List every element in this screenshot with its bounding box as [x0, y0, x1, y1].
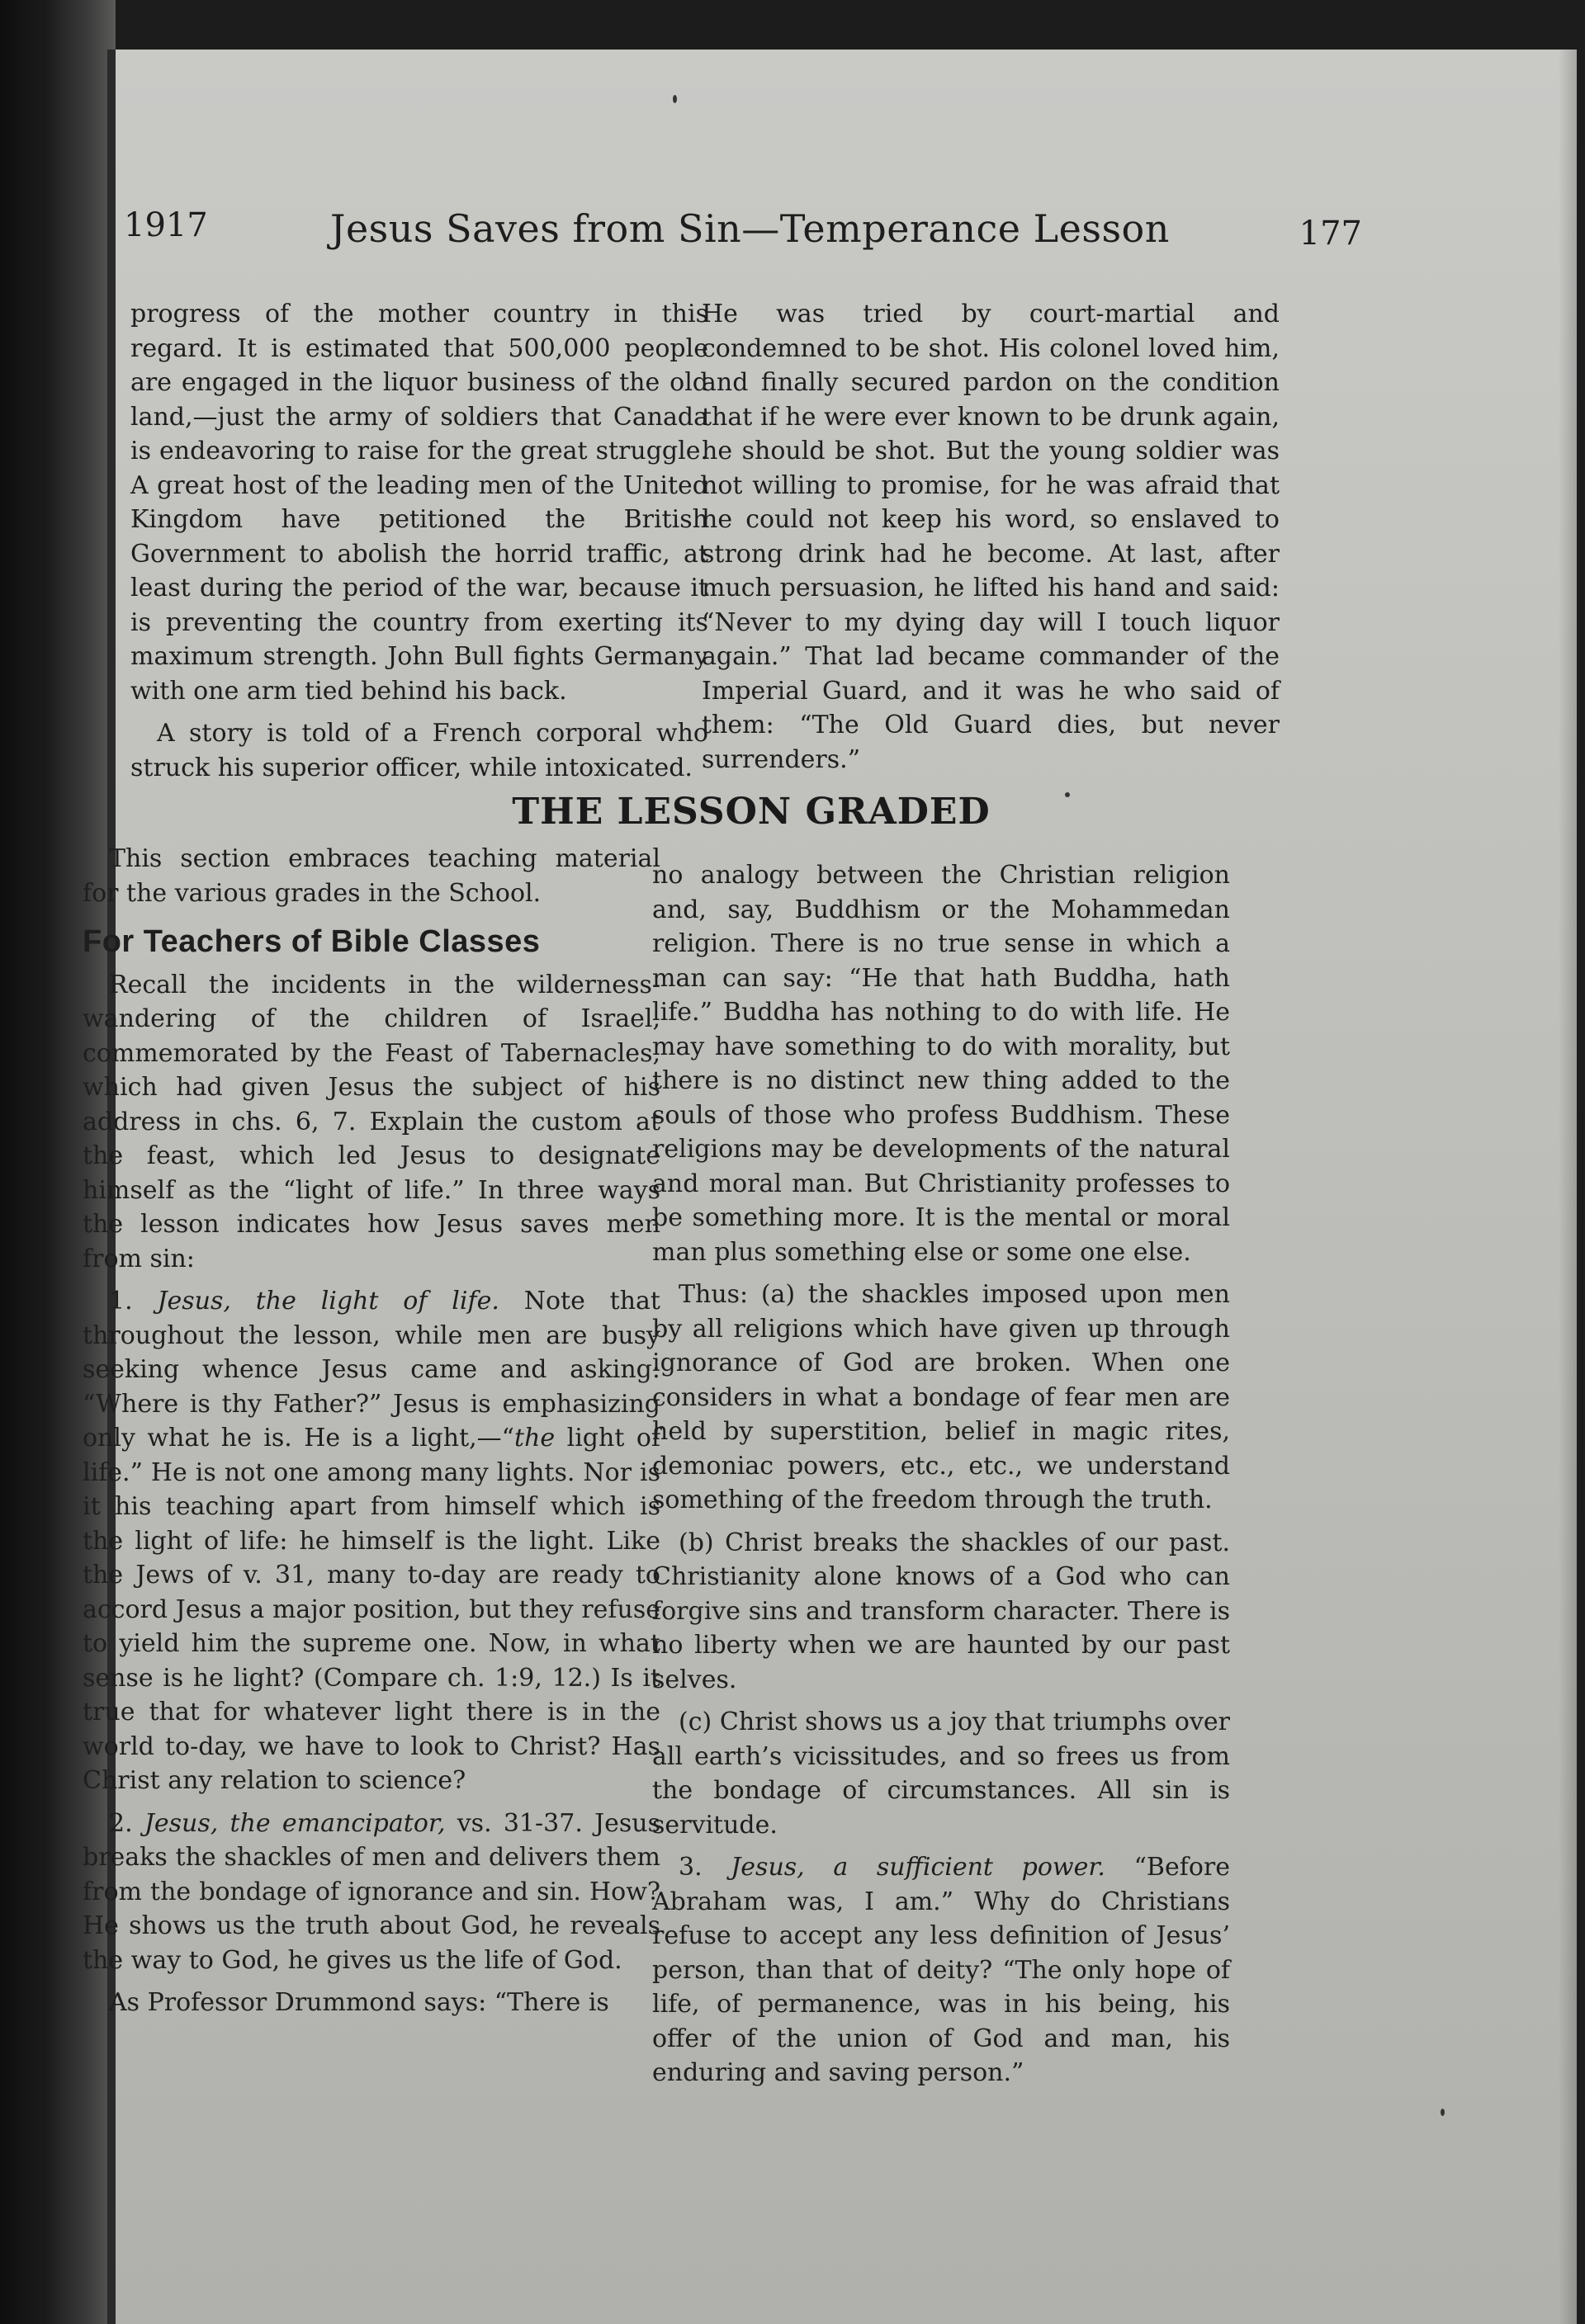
numbered-paragraph: [83, 1284, 660, 1798]
paragraph: A story is told of a French corporal who struck his superior officer, while intoxicated.: [130, 719, 708, 782]
page-edge-shadow: [1559, 50, 1577, 2324]
intro-paragraph: This section embraces teaching material for the various grades in the School.: [83, 844, 660, 908]
column-top-left: [130, 297, 708, 793]
column-bottom-right: [652, 858, 1230, 2099]
paragraph: no analogy between the Christian religion and, say, Buddhism or the Mohammedan religion. There is no true sense in which a man can say: “He that hath Buddha, hath life.” Buddha has nothing to do with life. He may have something to do with morality, but there is no distinct new thing added to the souls of those who profess Buddhism. These religions may be developments of the natural and moral man. But Christianity professes to be something more. It is the mental or moral man plus something else or some one else.: [652, 861, 1230, 1267]
print-speck: [1441, 2109, 1445, 2116]
paragraph: (b) Christ breaks the shackles of our past. Christianity alone knows of a God who can forgive sins and transform character. There is no liberty when we are haunted by our past selves.: [652, 1528, 1230, 1694]
item-text: vs. 31-37. Jesus breaks the shackles of men and delivers them from the bondage of ignorance and sin. How? He shows us the truth about God, he reveals the way to God, he gives us the life of God.: [83, 1808, 660, 1975]
subsection-heading: For Teachers of Bible Classes: [83, 924, 541, 959]
running-header: [124, 190, 1362, 264]
paragraph: Thus: (a) the shackles imposed upon men by all religions which have given up through ignorance of God are broken. When one considers in what a bondage of fear men are held by superstition, belief in magic rites, demoniac powers, etc., etc., we understand something of the freedom through the truth.: [652, 1280, 1230, 1514]
paragraph: Recall the incidents in the wilderness-wandering of the children of Israel, commemorated by the Feast of Tabernacles, which had given Jesus the subject of his address in chs. 6, 7. Explain the custom at the feast, which led Jesus to designate himself as the “light of life.” In three ways the lesson indicates how Jesus saves men from sin:: [83, 970, 660, 1273]
item-title: Jesus, the emancipator,: [144, 1808, 446, 1838]
paragraph: (c) Christ shows us a joy that triumphs over all earth’s vicissitudes, and so frees us from the bondage of circumstances. All sin is servitude.: [652, 1708, 1230, 1840]
section-heading: THE LESSON GRADED: [512, 791, 991, 833]
paragraph: He was tried by court-martial and condemned to be shot. His colonel loved him, and finally secured pardon on the condition that if he were ever known to be drunk again, he should be shot. But the young soldier was not willing to promise, for he was afraid that he could not keep his word, so enslaved to strong drink had he become. At last, after much persuasion, he lifted his hand and said: “Never to my dying day will I touch liquor again.” That lad became commander of the Imperial Guard, and it was he who said of them: “The Old Guard dies, but never surrenders.”: [702, 300, 1280, 774]
paragraph: progress of the mother country in this regard. It is estimated that 500,000 people are engaged in the liquor business of the old land,—just the army of soldiers that Canada is endeavoring to raise for the great struggle. A great host of the leading men of the United Kingdom have petitioned the British Government to abolish the horrid traffic, at least during the period of the war, because it is preventing the country from exerting its maximum strength. John Bull fights Germany with one arm tied behind his back.: [130, 300, 708, 706]
page-number: 177: [1299, 215, 1362, 253]
numbered-paragraph: [83, 1807, 660, 1978]
item-text: light of life.” He is not one among many lights. Nor is it his teaching apart from himself which is the light of life: he himself is the light. Like the Jews of v. 31, many to-day are ready to accord Jesus a major position, but they refuse to yield him the supreme one. Now, in what sense is he light? (Compare ch. 1:9, 12.) Is it true that for whatever light there is in the world to-day, we have to look to Christ? Has Christ any relation to science?: [83, 1424, 660, 1795]
item-number: 2.: [109, 1808, 133, 1838]
item-number: 3.: [679, 1853, 703, 1882]
item-number: 1.: [109, 1287, 133, 1316]
print-speck: [1065, 792, 1070, 797]
header-title: Jesus Saves from Sin—Temperance Lesson: [330, 206, 1170, 251]
item-emphasis: the: [514, 1424, 556, 1452]
column-bottom-left: [83, 842, 660, 2029]
item-title: Jesus, the light of life.: [157, 1287, 499, 1316]
print-speck: [673, 95, 677, 103]
item-text: Note that throughout the lesson, while men are busy seeking whence Jesus came and asking: “Where is thy Father?” Jesus is emphasizing only what he is. He is a light,—“: [83, 1287, 660, 1452]
column-top-right: [702, 297, 1280, 785]
numbered-paragraph: [652, 1850, 1230, 2090]
paragraph: As Professor Drummond says: “There is: [109, 1988, 609, 2017]
item-title: Jesus, a sufficient power.: [731, 1853, 1105, 1882]
header-year: 1917: [124, 206, 208, 244]
item-text: “Before Abraham was, I am.” Why do Christians refuse to accept any less definition of Jesus’ person, than that of deity? “The only hope of life, of permanence, was in his being, his offer of the union of God and man, his enduring and saving person.”: [652, 1853, 1230, 2087]
